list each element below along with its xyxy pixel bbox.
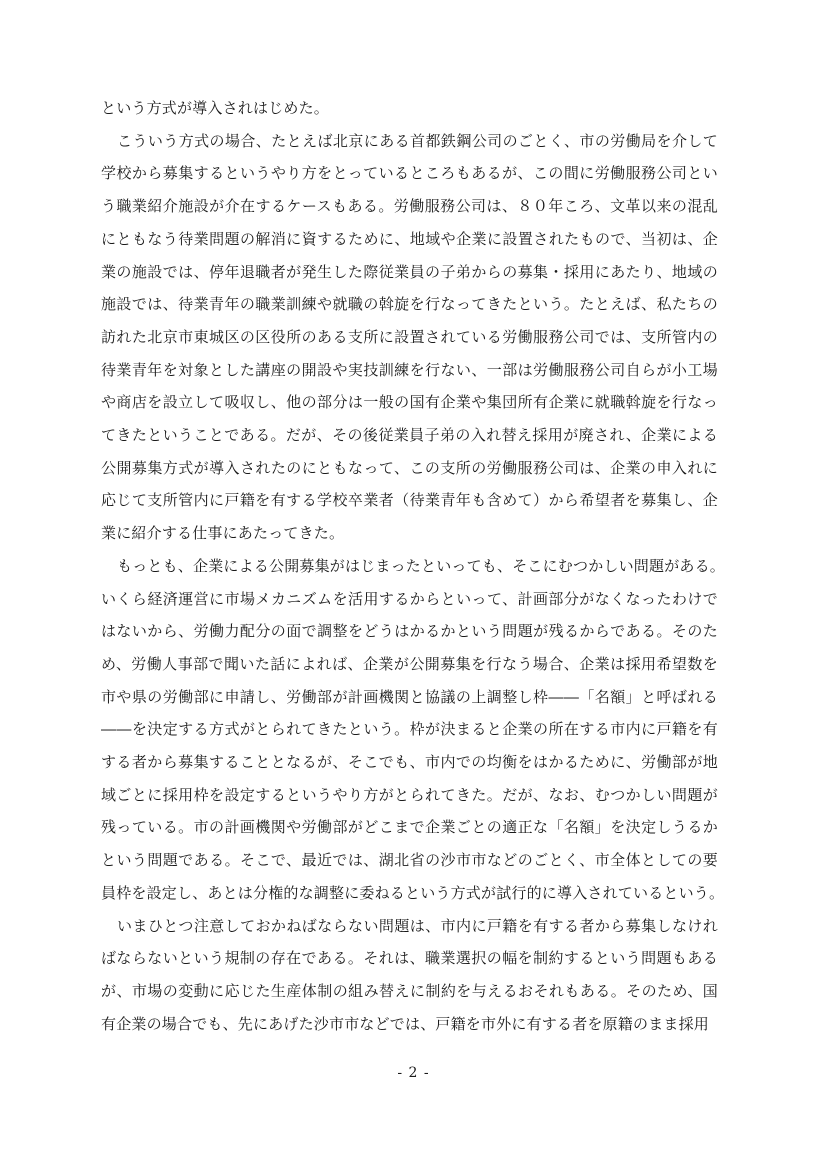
text-line: や商店を設立して吸収し、他の部分は一般の国有企業や集団所有企業に就職斡旋を行なっ [101,393,719,411]
text-line: う職業紹介施設が介在するケースもある。労働服務公司は、８０年ころ、文革以来の混乱 [101,197,719,215]
text-line: 待業青年を対象とした講座の開設や実技訓練を行ない、一部は労働服務公司自らが小工場 [101,361,719,379]
text-line: いまひとつ注意しておかねばならない問題は、市内に戸籍を有する者から募集しなけれ [117,917,719,935]
text-line: もっとも、企業による公開募集がはじまったといっても、そこにむつかしい問題がある。 [117,557,726,575]
text-line: 有企業の場合でも、先にあげた沙市市などでは、戸籍を市外に有する者を原籍のまま採用 [101,1015,710,1033]
text-line: め、労働人事部で聞いた話によれば、企業が公開募集を行なう場合、企業は採用希望数を [101,655,719,673]
text-line: 応じて支所管内に戸籍を有する学校卒業者（待業青年も含めて）から希望者を募集し、企 [101,491,719,509]
text-line: 業に紹介する仕事にあたってきた。 [101,524,345,542]
text-line: 市や県の労働部に申請し、労働部が計画機関と協議の上調整し枠――「名額」と呼ばれる [101,688,719,706]
text-line: する者から募集することとなるが、そこでも、市内での均衡をはかるために、労働部が地 [101,753,719,771]
text-line: という方式が導入されはじめた。 [101,99,330,117]
text-line: という問題である。そこで、最近では、湖北省の沙市市などのごとく、市全体としての要 [101,851,719,869]
text-line: 訪れた北京市東城区の区役所のある支所に設置されている労働服務公司では、支所管内の [101,328,719,346]
text-line: が、市場の変動に応じた生産体制の組み替えに制約を与えるおそれもある。そのため、国 [101,982,719,1000]
text-line: 施設では、待業青年の職業訓練や就職の斡旋を行なってきたという。たとえば、私たちの [101,295,719,313]
text-line: いくら経済運営に市場メカニズムを活用するからといって、計画部分がなくなったわけで [101,590,719,608]
text-line: ――を決定する方式がとられてきたという。枠が決まると企業の所在する市内に戸籍を有 [101,720,719,738]
text-line: にともなう待業問題の解消に資するために、地域や企業に設置されたもので、当初は、企 [101,230,719,248]
text-line: はないから、労働力配分の面で調整をどうはかるかという問題が残るからである。そのた [101,622,719,640]
text-line: 公開募集方式が導入されたのにともなって、この支所の労働服務公司は、企業の申入れに [101,459,719,477]
text-line: 域ごとに採用枠を設定するというやり方がとられてきた。だが、なお、むつかしい問題が [101,786,719,804]
text-line: 業の施設では、停年退職者が発生した際従業員の子弟からの募集・採用にあたり、地域の [101,263,719,281]
text-line: ばならないという規制の存在である。それは、職業選択の幅を制約するという問題もある [101,949,719,967]
page-number: - 2 - [397,1065,430,1081]
text-line: てきたということである。だが、その後従業員子弟の入れ替え採用が廃され、企業による [101,426,719,444]
text-line: 員枠を設定し、あとは分権的な調整に委ねるという方式が試行的に導入されているという。 [101,884,725,902]
text-line: 残っている。市の計画機関や労働部がどこまで企業ごとの適正な「名額」を決定しうるか [101,818,719,836]
text-line: こういう方式の場合、たとえば北京にある首都鉄鋼公司のごとく、市の労働局を介して [117,132,719,150]
text-line: 学校から募集するというやり方をとっているところもあるが、この間に労働服務公司とい [101,164,719,182]
